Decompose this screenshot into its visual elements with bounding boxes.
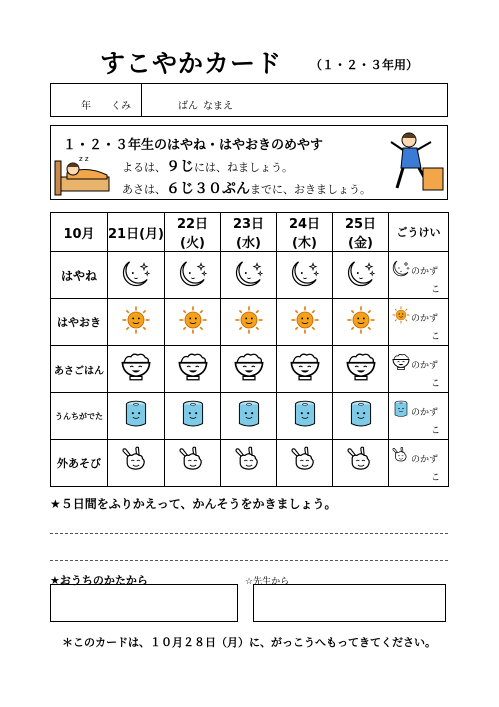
goal-heading: １・２・３年生のはやね・はやおきのめやす xyxy=(63,138,324,153)
total-cell[interactable]: のかず こ xyxy=(389,393,449,440)
number-label: ばん xyxy=(178,101,198,112)
row-label: はやね xyxy=(51,252,108,299)
toilet-paper-icon xyxy=(289,398,321,430)
check-cell[interactable] xyxy=(221,440,277,487)
check-cell[interactable] xyxy=(277,346,333,393)
total-header: ごうけい xyxy=(389,213,449,252)
check-cell[interactable] xyxy=(165,440,221,487)
rice-bowl-icon xyxy=(232,351,266,383)
check-cell[interactable] xyxy=(277,299,333,346)
grade-label: 年 xyxy=(81,101,91,112)
moon-icon xyxy=(289,258,321,288)
check-cell[interactable] xyxy=(165,299,221,346)
teacher-comment-box[interactable] xyxy=(253,584,446,622)
row-label: はやおき xyxy=(51,299,108,346)
teacher-comment-label: ☆先生から xyxy=(245,577,290,587)
check-cell[interactable] xyxy=(221,393,277,440)
toilet-paper-icon xyxy=(391,399,411,419)
table-row xyxy=(51,252,449,299)
check-cell[interactable] xyxy=(165,346,221,393)
check-cell[interactable] xyxy=(221,299,277,346)
check-cell[interactable] xyxy=(165,393,221,440)
peace-sign-icon xyxy=(289,446,321,476)
moon-icon xyxy=(233,258,265,288)
toilet-paper-icon xyxy=(233,398,265,430)
moon-icon xyxy=(345,258,377,288)
sun-icon xyxy=(289,305,321,335)
name-box xyxy=(50,83,448,117)
name-label: なまえ xyxy=(203,101,233,112)
check-cell[interactable] xyxy=(221,346,277,393)
sun-icon xyxy=(233,305,265,335)
reflection-prompt: ★５日間をふりかえって、かんそうをかきましょう。 xyxy=(50,497,337,511)
rice-bowl-icon xyxy=(344,351,378,383)
svg-text:z z: z z xyxy=(79,155,89,163)
total-cell[interactable]: のかず こ xyxy=(389,440,449,487)
check-cell[interactable] xyxy=(333,393,389,440)
check-cell[interactable] xyxy=(165,252,221,299)
waking-child-illustration xyxy=(389,128,445,198)
bedtime-text: よるは、９じには、ねましょう。 xyxy=(122,159,293,175)
total-cell[interactable]: のかず こ xyxy=(389,346,449,393)
check-cell[interactable] xyxy=(333,440,389,487)
name-divider xyxy=(141,84,142,116)
moon-icon xyxy=(120,258,152,288)
rice-bowl-icon xyxy=(119,351,153,383)
check-cell[interactable] xyxy=(333,252,389,299)
rice-bowl-icon xyxy=(391,352,411,372)
row-label: 外あそび xyxy=(51,440,108,487)
row-label: うんちがでた xyxy=(51,393,108,440)
check-cell[interactable] xyxy=(108,252,165,299)
day-header: 23日(水) xyxy=(221,213,277,252)
day-header: 22日(火) xyxy=(165,213,221,252)
class-label: くみ xyxy=(111,101,131,112)
check-cell[interactable] xyxy=(108,346,165,393)
peace-sign-icon xyxy=(177,446,209,476)
page-subtitle: （１・２・３年用） xyxy=(310,58,419,72)
check-cell[interactable] xyxy=(108,393,165,440)
total-cell[interactable]: のかず こ xyxy=(389,299,449,346)
writing-line[interactable] xyxy=(50,533,448,534)
sun-icon xyxy=(345,305,377,335)
wakeup-text: あさは、６じ３０ぷんまでに、おきましょう。 xyxy=(122,181,371,197)
family-comment-label: ★おうちのかたから xyxy=(50,574,148,587)
toilet-paper-icon xyxy=(177,398,209,430)
table-row xyxy=(51,346,449,393)
writing-line[interactable] xyxy=(50,560,448,561)
row-label: あさごはん xyxy=(51,346,108,393)
bedtime-value: ９じ xyxy=(166,159,194,175)
page-title: すこやかカード xyxy=(100,49,283,78)
sun-icon xyxy=(391,305,411,325)
check-cell[interactable] xyxy=(108,440,165,487)
month-header: 10月 xyxy=(51,213,108,252)
check-cell[interactable] xyxy=(333,299,389,346)
table-row xyxy=(51,440,449,487)
table-row xyxy=(51,299,449,346)
sun-icon xyxy=(120,305,152,335)
family-comment-box[interactable] xyxy=(50,584,238,622)
goal-box xyxy=(50,125,448,200)
peace-sign-icon xyxy=(120,446,152,476)
rice-bowl-icon xyxy=(288,351,322,383)
peace-sign-icon xyxy=(345,446,377,476)
moon-icon xyxy=(391,258,411,278)
day-header: 24日(木) xyxy=(277,213,333,252)
day-header: 25日(金) xyxy=(333,213,389,252)
table-row xyxy=(51,393,449,440)
day-header: 21日(月) xyxy=(108,213,165,252)
footer-note: ＊このカードは、１０月２８日（月）に、がっこうへもってきてください。 xyxy=(62,636,436,649)
wakeup-value: ６じ３０ぷん xyxy=(166,181,250,197)
peace-sign-icon xyxy=(233,446,265,476)
check-cell[interactable] xyxy=(108,299,165,346)
checklist-table xyxy=(50,212,449,487)
moon-icon xyxy=(177,258,209,288)
rice-bowl-icon xyxy=(176,351,210,383)
total-cell[interactable]: のかず こ xyxy=(389,252,449,299)
check-cell[interactable] xyxy=(277,252,333,299)
check-cell[interactable] xyxy=(221,252,277,299)
peace-sign-icon xyxy=(391,446,411,466)
check-cell[interactable] xyxy=(277,440,333,487)
toilet-paper-icon xyxy=(120,398,152,430)
toilet-paper-icon xyxy=(345,398,377,430)
check-cell[interactable] xyxy=(277,393,333,440)
sun-icon xyxy=(177,305,209,335)
check-cell[interactable] xyxy=(333,346,389,393)
sleeping-child-illustration xyxy=(53,151,113,197)
